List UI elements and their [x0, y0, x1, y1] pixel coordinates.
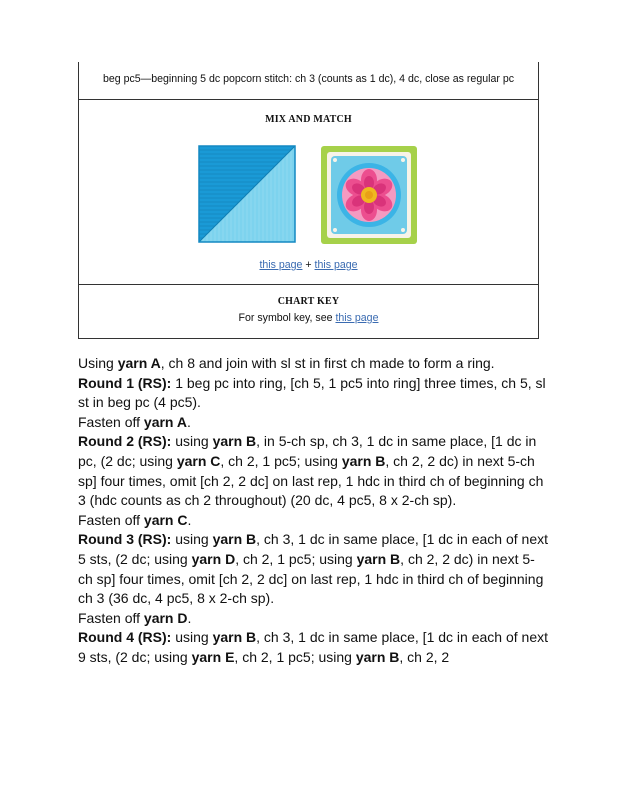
- round-1-paragraph: [78, 374, 548, 413]
- yarn-name: yarn B: [212, 531, 257, 548]
- text: Using: [78, 355, 118, 371]
- mix-link-1[interactable]: this page: [259, 259, 303, 271]
- plus-sign: +: [302, 259, 315, 271]
- yarn-name: yarn D: [191, 550, 236, 567]
- round-label: Round 2 (RS):: [78, 433, 172, 450]
- fasten-off-d: [78, 609, 548, 629]
- mix-and-match-heading: MIX AND MATCH: [265, 114, 352, 125]
- yarn-name: yarn B: [212, 433, 257, 450]
- text: , ch 2, 1 pc5; using: [220, 452, 342, 469]
- text: using: [171, 531, 213, 548]
- mix-and-match-section: [79, 100, 538, 285]
- text: , in 5-ch sp, ch 3, 1 dc in same place, [1 dc in pc, (2 dc; using: [78, 433, 537, 469]
- yarn-name: yarn B: [356, 550, 401, 567]
- yarn-name: yarn C: [143, 511, 188, 528]
- chart-key-section: [79, 285, 538, 339]
- round-label: Round 4 (RS):: [78, 629, 172, 646]
- yarn-name: yarn D: [143, 609, 188, 626]
- intro-paragraph: [78, 354, 548, 374]
- yarn-name: yarn E: [191, 648, 235, 665]
- text: 1 beg pc into ring, [ch 5, 1 pc5 into ring] three times, ch 5, sl st in beg pc (4 pc5).: [78, 374, 546, 411]
- chart-key-note: [79, 312, 538, 324]
- text: , ch 8 and join with sl st in first ch made to form a ring.: [160, 355, 495, 371]
- text: , ch 3, 1 dc in same place, [1 dc in each of next 9 sts, (2 dc; using: [78, 629, 548, 665]
- round-label: Round 3 (RS):: [78, 531, 172, 548]
- pattern-instructions: [78, 354, 548, 668]
- round-3-paragraph: [78, 530, 548, 608]
- text: using: [171, 433, 213, 450]
- info-table: [78, 62, 539, 339]
- text: using: [171, 629, 213, 646]
- mix-link-2[interactable]: this page: [314, 259, 358, 271]
- yarn-name: yarn B: [355, 648, 400, 665]
- round-2-paragraph: [78, 432, 548, 510]
- yarn-name: yarn B: [212, 629, 257, 646]
- text: , ch 2, 1 pc5; using: [234, 648, 356, 665]
- round-4-paragraph: [78, 628, 548, 667]
- text: Fasten off: [78, 413, 144, 430]
- chart-key-note-text: For symbol key, see: [238, 312, 336, 324]
- text: , ch 2, 2: [399, 648, 450, 665]
- fasten-off-a: [78, 413, 548, 433]
- text: Fasten off: [78, 609, 144, 626]
- symbol-key-link[interactable]: this page: [335, 312, 379, 324]
- abbreviation-text: beg pc5—beginning 5 dc popcorn stitch: ch 3 (counts as 1 dc), 4 dc, close as regular pc: [102, 73, 515, 85]
- text: .: [187, 511, 192, 528]
- fasten-off-c: [78, 511, 548, 531]
- text: .: [187, 609, 192, 626]
- text: , ch 2, 2 dc) in next 5-ch sp] four times, omit [ch 2, 2 dc] on last rep, 1 hdc in third ch of beginning ch 3 (36 dc, 4 pc5, 8 x 2-ch sp).: [78, 550, 544, 607]
- text: , ch 2, 1 pc5; using: [235, 550, 357, 567]
- mix-and-match-caption: [79, 259, 538, 271]
- abbreviation-row: [79, 62, 538, 100]
- yarn-name: yarn C: [176, 452, 221, 469]
- yarn-name: yarn B: [341, 452, 386, 469]
- flower-granny-square-image: [319, 144, 419, 246]
- yarn-name: yarn A: [117, 355, 161, 371]
- text: , ch 3, 1 dc in same place, [1 dc in each of next 5 sts, (2 dc; using: [78, 531, 548, 567]
- yarn-name: yarn A: [143, 413, 187, 430]
- text: Fasten off: [78, 511, 144, 528]
- text: , ch 2, 2 dc) in next 5-ch sp] four times, omit [ch 2, 2 dc] on last rep, 1 hdc in third ch of beginning ch 3 (hdc counts as ch 2 throughout) (20 dc, 4 pc5, 8 x 2-ch sp).: [78, 452, 544, 509]
- chart-key-heading: CHART KEY: [277, 296, 340, 307]
- blue-diagonal-square-image: [197, 144, 297, 244]
- text: .: [186, 413, 191, 430]
- round-label: Round 1 (RS):: [78, 374, 172, 391]
